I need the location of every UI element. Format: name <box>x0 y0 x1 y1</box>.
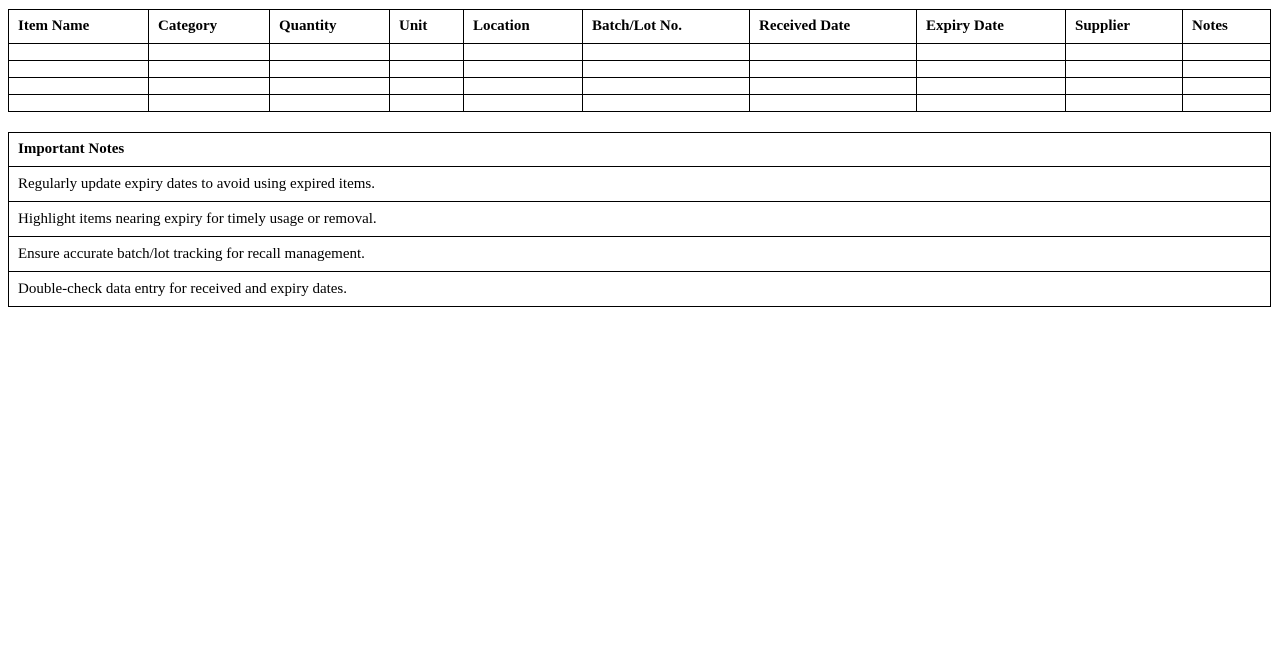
column-header-batch-lot-no: Batch/Lot No. <box>583 10 750 44</box>
column-header-received-date: Received Date <box>750 10 917 44</box>
table-row <box>9 44 1271 61</box>
table-cell <box>390 78 464 95</box>
table-row <box>9 61 1271 78</box>
table-cell <box>149 44 270 61</box>
table-cell <box>149 61 270 78</box>
table-row <box>9 95 1271 112</box>
table-cell <box>1066 44 1183 61</box>
inventory-header-row <box>9 10 1271 44</box>
table-cell <box>270 61 390 78</box>
note-row <box>9 272 1271 307</box>
note-text: Ensure accurate batch/lot tracking for recall management. <box>9 237 1271 272</box>
table-cell <box>149 78 270 95</box>
table-cell <box>1066 78 1183 95</box>
notes-table-body <box>9 167 1271 307</box>
table-cell <box>270 44 390 61</box>
table-cell <box>750 44 917 61</box>
column-header-notes: Notes <box>1183 10 1271 44</box>
table-cell <box>9 95 149 112</box>
column-header-category: Category <box>149 10 270 44</box>
important-notes-table <box>8 132 1271 307</box>
table-cell <box>1183 78 1271 95</box>
notes-header-row <box>9 133 1271 167</box>
table-cell <box>390 44 464 61</box>
table-cell <box>464 95 583 112</box>
table-cell <box>917 78 1066 95</box>
note-row <box>9 202 1271 237</box>
column-header-location: Location <box>464 10 583 44</box>
notes-section-title: Important Notes <box>9 133 1271 167</box>
inventory-table <box>8 9 1271 112</box>
table-cell <box>750 95 917 112</box>
table-cell <box>9 44 149 61</box>
table-cell <box>9 78 149 95</box>
table-cell <box>464 44 583 61</box>
table-cell <box>1183 61 1271 78</box>
table-cell <box>583 44 750 61</box>
note-text: Highlight items nearing expiry for timely usage or removal. <box>9 202 1271 237</box>
table-cell <box>583 61 750 78</box>
inventory-table-body <box>9 44 1271 112</box>
note-row <box>9 167 1271 202</box>
table-cell <box>917 95 1066 112</box>
table-cell <box>1066 61 1183 78</box>
table-cell <box>1066 95 1183 112</box>
table-cell <box>390 61 464 78</box>
table-cell <box>464 78 583 95</box>
note-row <box>9 237 1271 272</box>
table-cell <box>270 78 390 95</box>
table-cell <box>583 95 750 112</box>
table-cell <box>917 61 1066 78</box>
table-cell <box>1183 44 1271 61</box>
note-text: Double-check data entry for received and expiry dates. <box>9 272 1271 307</box>
table-cell <box>149 95 270 112</box>
table-cell <box>583 78 750 95</box>
table-cell <box>270 95 390 112</box>
column-header-item-name: Item Name <box>9 10 149 44</box>
column-header-supplier: Supplier <box>1066 10 1183 44</box>
column-header-unit: Unit <box>390 10 464 44</box>
table-cell <box>464 61 583 78</box>
table-cell <box>750 78 917 95</box>
note-text: Regularly update expiry dates to avoid using expired items. <box>9 167 1271 202</box>
table-cell <box>9 61 149 78</box>
table-cell <box>390 95 464 112</box>
table-row <box>9 78 1271 95</box>
table-cell <box>1183 95 1271 112</box>
table-cell <box>750 61 917 78</box>
column-header-expiry-date: Expiry Date <box>917 10 1066 44</box>
table-cell <box>917 44 1066 61</box>
column-header-quantity: Quantity <box>270 10 390 44</box>
